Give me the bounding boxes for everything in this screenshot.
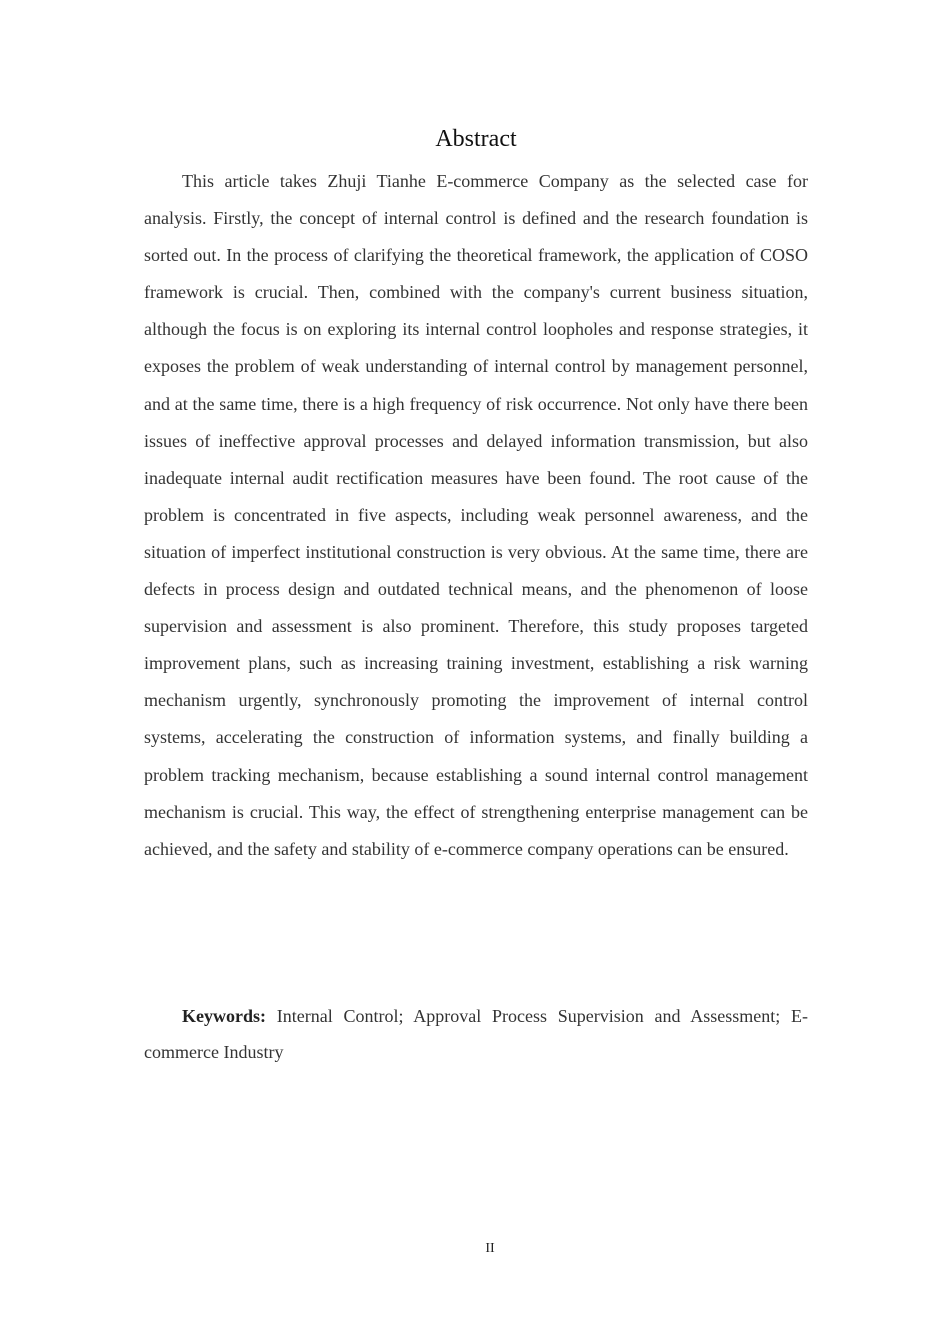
keywords-text: Internal Control; Approval Process Supervision and Assessment; E-commerce Industry xyxy=(144,1006,808,1062)
abstract-body: This article takes Zhuji Tianhe E-commerce Company as the selected case for analysis. Firstly, the concept of internal control is defined and the research foundation is sorted out. In the process of clarifying the theoretical framework, the application of COSO framework is crucial. Then, combined with the company's current business situation, although the focus is on exploring its internal control loopholes and response strategies, it exposes the problem of weak understanding of internal control by management personnel, and at the same time, there is a high frequency of risk occurrence. Not only have there been issues of ineffective approval processes and delayed information transmission, but also inadequate internal audit rectification measures have been found. The root cause of the problem is concentrated in five aspects, including weak personnel awareness, and the situation of imperfect institutional construction is very obvious. At the same time, there are defects in process design and outdated technical means, and the phenomenon of loose supervision and assessment is also prominent. Therefore, this study proposes targeted improvement plans, such as increasing training investment, establishing a risk warning mechanism urgently, synchronously promoting the improvement of internal control systems, accelerating the construction of information systems, and finally building a problem tracking mechanism, because establishing a sound internal control management mechanism is crucial. This way, the effect of strengthening enterprise management can be achieved, and the safety and stability of e-commerce company operations can be ensured. xyxy=(144,171,808,859)
keywords-label: Keywords: xyxy=(182,1006,266,1026)
keywords-paragraph xyxy=(144,998,808,1070)
abstract-title: Abstract xyxy=(435,126,517,152)
page-number: II xyxy=(485,1241,495,1256)
